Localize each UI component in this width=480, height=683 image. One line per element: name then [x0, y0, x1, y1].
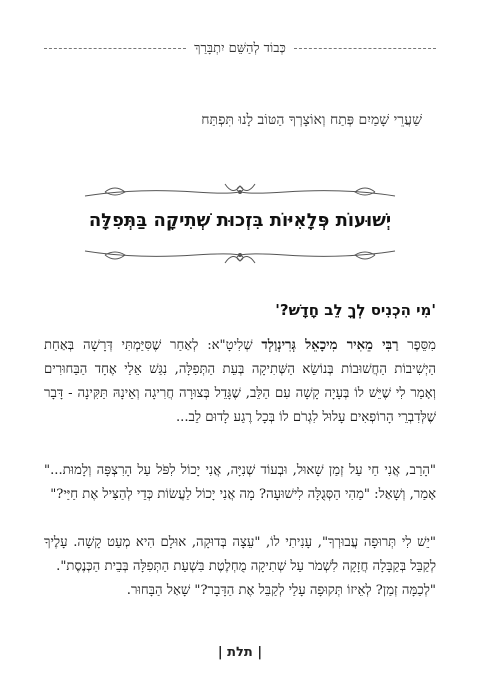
header-text: כְּבוֹד לְהַשֵּׁם יִתְבָּרַךְ — [194, 41, 286, 56]
page-header — [44, 38, 436, 58]
paragraph-1 — [44, 334, 436, 430]
story-subtitle: 'מִי הִכְנִיס לְךָ לֵב חָדָשׁ?' — [275, 301, 436, 319]
header-divider-right — [294, 48, 436, 49]
paragraph-1-body: שְׁלִיטָ"א: לְאַחַר שֶׁסִּיַּמְתִּי דְּרָשָׁה בְּאַחַת הַיְשִׁיבוֹת הַחֲשׁוּבוֹת בְּנוֹשֵׂא הַשְּׁתִיקָה בְּעֵת הַתְּפִלָּה, נִגַּשׁ אֵלַי אֶחָד הַבַּחוּרִים וְאָמַר לִי שֶׁיֵּשׁ לוֹ בְּעָיָה קָשָׁה עִם הַלֵּב, שֶׁגָּדֵל בְּצוּרָה חֲרִיגָה וְאֵינָהּ תַּקִּינָה - דָּבָר שֶׁלְּדִבְרֵי הָרוֹפְאִים עָלוּל לִגְרֹם לוֹ בְּכָל רֶגַע לָדוּם לֵב... — [44, 338, 436, 425]
blessing-line: שַׁעֲרֵי שָׁמַיִם פְּתַח וְאוֹצָרְךָ הַטּוֹב לָנוּ תִּפְתַּח — [201, 112, 422, 128]
paragraph-2: "הָרַב, אֲנִי חַי עַל זְמַן שָׁאוּל, וּבְעוֹד שְׁנִיָּה, אֲנִי יָכוֹל לִפֹּל עַל הָרִצְפָּה וְלָמוּת..." אָמַר, וְשָׁאַל: "מַהִי הַסְּגֻלָּה לִישׁוּעָה? מָה אֲנִי יָכוֹל לַעֲשׂוֹת כְּדֵי לְהַצִּיל אֶת חַיַּי?" — [44, 463, 436, 502]
paragraph-4: "לְכַמָּה זְמַן? לְאֵיזוֹ תְּקוּפָה עָלַי לְקַבֵּל אֶת הַדָּבָר?" שָׁאַל הַבָּחוּר. — [126, 583, 436, 598]
paragraph-1-intro: מִסֵּפֶר — [398, 338, 436, 353]
header-divider-left — [44, 48, 186, 49]
title-ornament-top — [0, 178, 480, 202]
rabbi-name: רַבִּי מֵאִיר מִיכָאֵל גְּרִינְוַלְד — [261, 338, 399, 353]
paragraph-3: "יֵשׁ לִי תְּרוּפָה עֲבוּרְךָ", עָנִיתִי לוֹ, "עֵצָה בְּדוּקָה, אוּלָם הִיא מְעַט קָשָׁה. עָלֶיךָ לְקַבֵּל בְּקַבָּלָה חֲזָקָה לִשְׁמֹר עַל שְׁתִיקָה מֻחְלֶטֶת בִּשְׁעַת הַתְּפִלָּה בְּבֵית הַכְּנֶסֶת". — [44, 535, 436, 574]
page-number: | תלת | — [217, 645, 263, 660]
chapter-title: יְשׁוּעוֹת פְּלָאִיּוֹת בִּזְכוּת שְׁתִיקָה בַּתְּפִלָּה — [88, 210, 392, 231]
title-ornament-bottom — [0, 245, 480, 269]
